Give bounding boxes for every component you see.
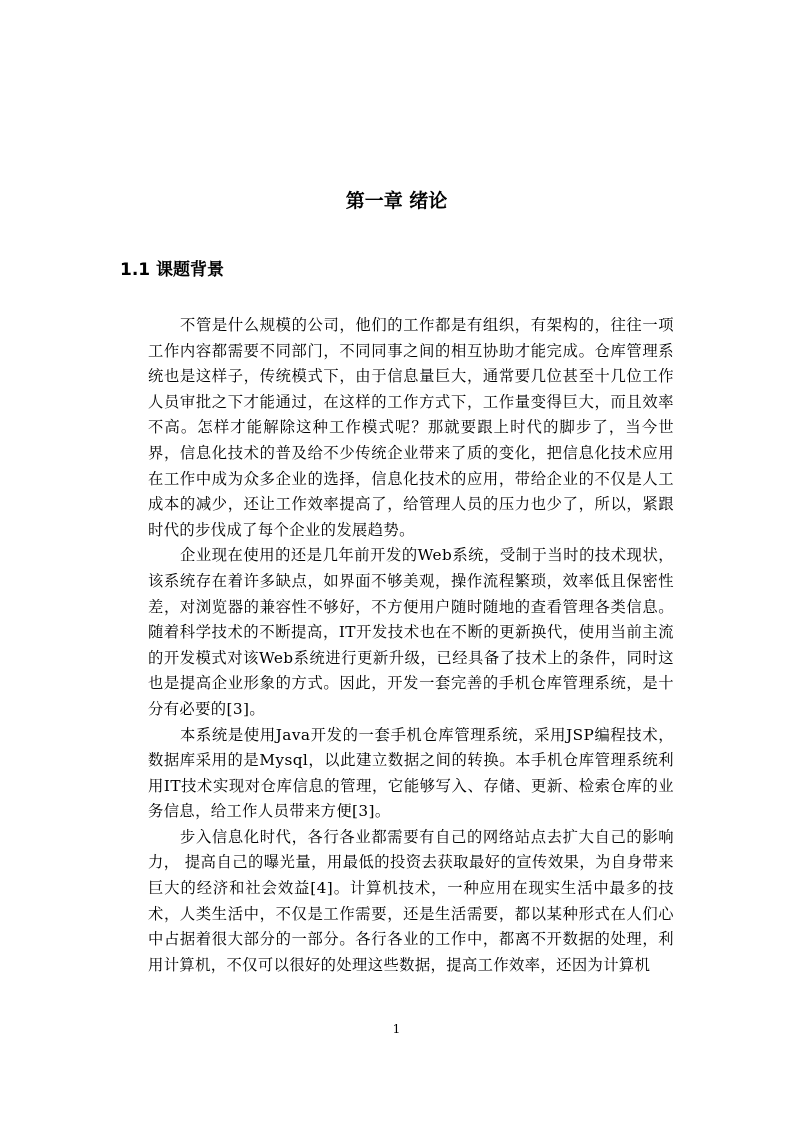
- section-title: 1.1 课题背景: [120, 260, 225, 280]
- body-text: [148, 313, 674, 978]
- paragraph: 步入信息化时代，各行各业都需要有自己的网络站点去扩大自己的影响力， 提高自己的曝光量，用最低的投资去获取最好的宣传效果，为自身带来巨大的经济和社会效益[4]。计算机技术，一种应用在现实生活中最多的技术，人类生活中，不仅是工作需要，还是生活需要，都以某种形式在人们心中占据着很大部分的一部分。各行各业的工作中，都离不开数据的处理，利用计算机，不仅可以很好的处理这些数据，提高工作效率，还因为计算机: [148, 827, 674, 974]
- paragraph: 不管是什么规模的公司，他们的工作都是有组织，有架构的，往往一项工作内容都需要不同部门，不同同事之间的相互协助才能完成。仓库管理系统也是这样子，传统模式下，由于信息量巨大，通常要几位甚至十几位工作人员审批之下才能通过，在这样的工作方式下，工作量变得巨大，而且效率不高。怎样才能解除这种工作模式呢？那就要跟上时代的脚步了，当今世界，信息化技术的普及给不少传统企业带来了质的变化，把信息化技术应用在工作中成为众多企业的选择，信息化技术的应用，带给企业的不仅是人工成本的减少，还让工作效率提高了，给管理人员的压力也少了，所以，紧跟时代的步伐成了每个企业的发展趋势。: [148, 316, 674, 539]
- paragraph: 本系统是使用Java开发的一套手机仓库管理系统，采用JSP编程技术，数据库采用的是Mysql，以此建立数据之间的转换。本手机仓库管理系统利用IT技术实现对仓库信息的管理，它能够写入、存储、更新、检索仓库的业务信息，给工作人员带来方便[3]。: [148, 725, 674, 821]
- chapter-title: 第一章 绪论: [345, 190, 448, 212]
- page-number: 1: [392, 1022, 401, 1036]
- paragraph: 企业现在使用的还是几年前开发的Web系统，受制于当时的技术现状，该系统存在着许多缺点，如界面不够美观，操作流程繁琐，效率低且保密性差，对浏览器的兼容性不够好，不方便用户随时随地的查看管理各类信息。随着科学技术的不断提高，IT开发技术也在不断的更新换代，使用当前主流的开发模式对该Web系统进行更新升级，已经具备了技术上的条件，同时这也是提高企业形象的方式。因此，开发一套完善的手机仓库管理系统，是十分有必要的[3]。: [148, 546, 674, 718]
